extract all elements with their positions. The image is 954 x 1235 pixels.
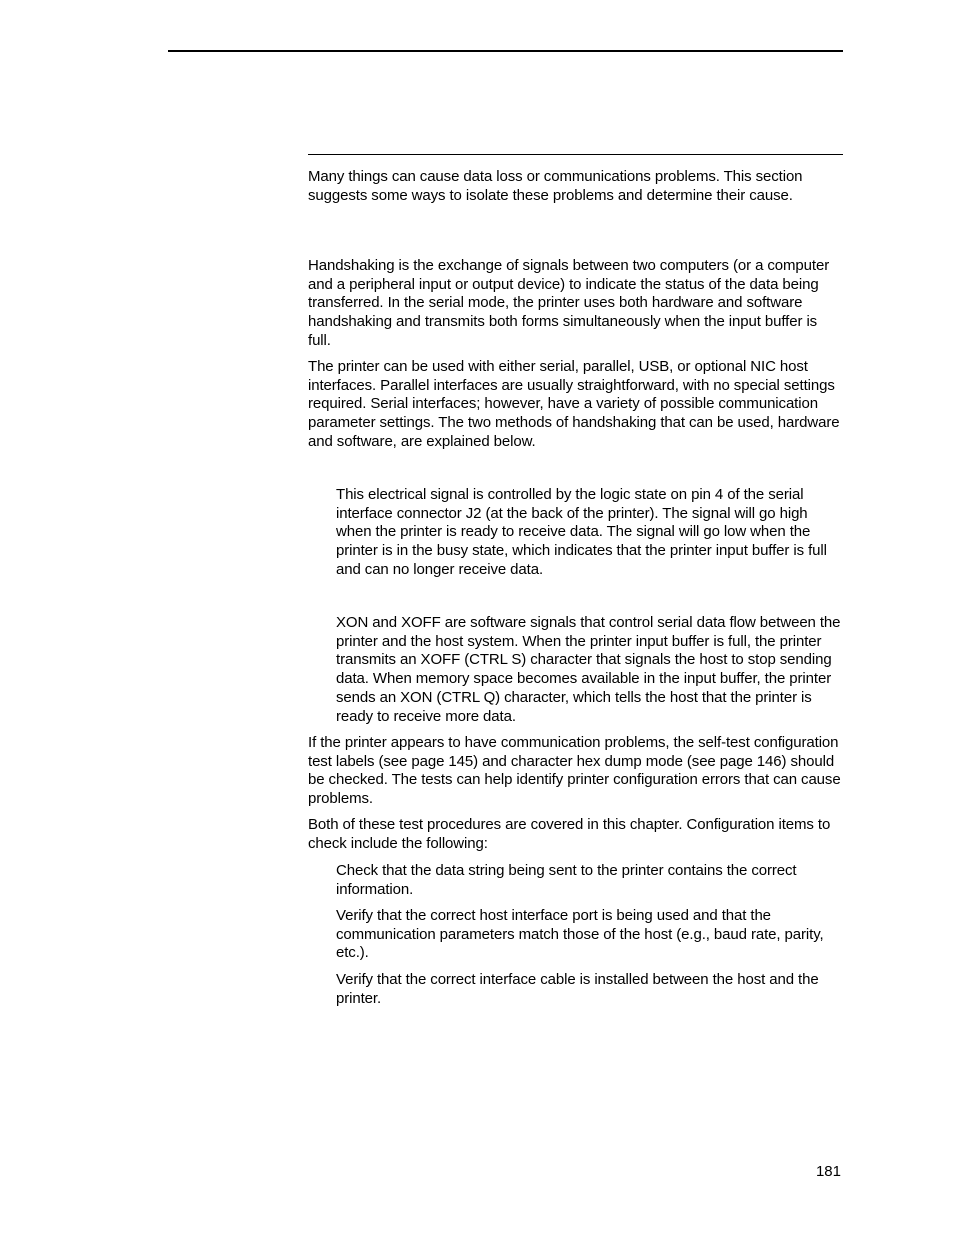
interfaces-paragraph: The printer can be used with either serial, parallel, USB, or optional NIC host interfaces. Parallel interfaces are usually straightforward, with no special settings required. Serial interfaces; however, have a variety of possible communication parameter settings. The two methods of handshaking that can be used, hardware and software, are explained below. [308, 358, 840, 450]
section-rule [308, 154, 843, 155]
checklist-item: Verify that the correct host interface port is being used and that the communication parameters match those of the host (e.g., baud rate, parity, etc.). [336, 907, 824, 962]
self-test-paragraph: If the printer appears to have communication problems, the self-test configuration test labels (see page 145) and character hex dump mode (see page 146) should be checked. The tests can help identify printer configuration errors that can cause problems. [308, 734, 841, 808]
handshaking-paragraph: Handshaking is the exchange of signals between two computers (or a computer and a peripheral input or output device) to indicate the status of the data being transferred. In the serial mode, the printer uses both hardware and software handshaking and transmits both forms simultaneously when the input buffer is full. [308, 257, 830, 349]
intro-paragraph: Many things can cause data loss or communications problems. This section suggests some ways to isolate these problems and determine their cause. [308, 168, 803, 204]
checklist-item: Check that the data string being sent to the printer contains the correct information. [336, 862, 797, 898]
checklist-intro-paragraph: Both of these test procedures are covered in this chapter. Configuration items to check include the following: [308, 816, 831, 852]
hardware-handshaking-paragraph: This electrical signal is controlled by the logic state on pin 4 of the serial interface connector J2 (at the back of the printer). The signal will go high when the printer is ready to receive data. The signal will go low when the printer is in the busy state, which indicates that the printer input buffer is full and can no longer receive data. [336, 486, 827, 578]
header-rule [168, 50, 843, 52]
page-number: 181 [815, 1163, 841, 1180]
checklist-item: Verify that the correct interface cable is installed between the host and the printer. [336, 971, 819, 1007]
software-handshaking-paragraph: XON and XOFF are software signals that control serial data flow between the printer and the host system. When the printer input buffer is full, the printer transmits an XOFF (CTRL S) character that signals the host to stop sending data. When memory space becomes available in the input buffer, the printer sends an XON (CTRL Q) character, which tells the host that the printer is ready to receive more data. [336, 614, 841, 725]
